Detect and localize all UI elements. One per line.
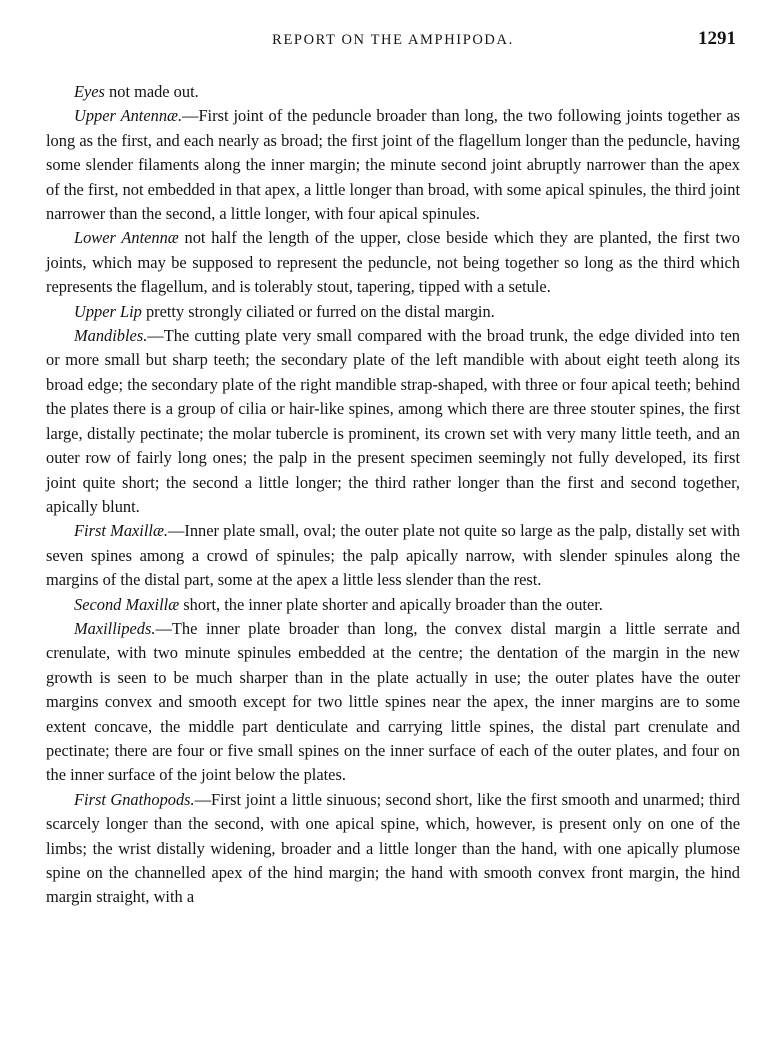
paragraph-text: —The inner plate broader than long, the convex distal margin a little serrate and crenulate, with two minute spinules embedded at the centre; the dentation of the margin in the new growth is seen to be much sharper than in the plate actually in use; the outer plates have the outer margins convex and smooth except for two little spines near the apex, the inner margins are to some extent concave, the middle part denticulate and carrying little spines, the distal part crenulate and pectinate; there are four or five small spines on the inner surface of each of the outer plates, and four on the inner surface of the joint below the plates. (46, 618, 740, 785)
paragraph-text: —First joint a little sinuous; second short, like the first smooth and unarmed; third scarcely longer than the second, with one apical spine, which, however, is present only on one of the limbs; the wrist distally widening, broader and a little longer than the hand, with one apically plumose spine on the channelled apex of the hind margin; the hand with smooth convex front margin, the hind margin straight, with a (46, 789, 740, 907)
paragraph-heading: Second Maxillæ (74, 594, 180, 614)
paragraph-heading: Mandibles. (74, 326, 148, 346)
body-text (46, 80, 740, 910)
paragraph-mandibles (46, 324, 740, 519)
paragraph-heading: First Gnathopods. (74, 789, 195, 809)
running-title: REPORT ON THE AMPHIPODA. (272, 32, 514, 48)
paragraph-lower-antennae (46, 226, 740, 299)
paragraph-heading: Upper Antennæ. (74, 106, 183, 126)
paragraph-upper-antennae (46, 104, 740, 226)
page-number: 1291 (698, 28, 736, 49)
paragraph-heading: Eyes (74, 82, 105, 101)
paragraph-eyes (46, 80, 740, 104)
paragraph-maxillipeds (46, 617, 740, 788)
paragraph-text: not made out. (104, 82, 199, 101)
paragraph-upper-lip (46, 300, 740, 324)
paragraph-text: pretty strongly ciliated or furred on the distal margin. (141, 301, 495, 321)
paragraph-text: —First joint of the peduncle broader than long, the two following joints together as long as the first, and each nearly as broad; the first joint of the flagellum longer than the peduncle, having some slender filaments along the inner margin; the minute second joint abruptly narrower than the apex of the first, not embedded in that apex, a little longer than broad, with some apical spinules, the third joint narrower than the second, a little longer, with four apical spinules. (46, 106, 740, 224)
paragraph-heading: Maxillipeds. (74, 618, 156, 638)
paragraph-text: —The cutting plate very small compared with the broad trunk, the edge divided into ten or more small but sharp teeth; the secondary plate of the left mandible with about eight teeth along its broad edge; the secondary plate of the right mandible strap-shaped, with three or four apical teeth; behind the plates there is a group of cilia or hair-like spines, among which there are three stouter spines, the first large, distally pectinate; the molar tubercle is prominent, its crown set with very many little teeth, and an outer row of fairly long ones; the palp in the present specimen seemingly not fully developed, its first joint quite short; the second a little longer; the third rather longer than the first and second together, apically blunt. (46, 326, 740, 516)
paragraph-text: not half the length of the upper, close beside which they are planted, the first two joints, which may be supposed to represent the peduncle, not being together so long as the third which represents the flagellum, and is tolerably stout, tapering, tipped with a setule. (46, 228, 741, 297)
paragraph-first-maxillae (46, 519, 740, 592)
paragraph-heading: Lower Antennæ (74, 228, 179, 248)
paragraph-second-maxillae (46, 593, 740, 617)
paragraph-heading: Upper Lip (74, 301, 142, 321)
page-header (48, 30, 738, 54)
paragraph-first-gnathopods (46, 788, 740, 910)
paragraph-text: short, the inner plate shorter and apically broader than the outer. (179, 594, 603, 614)
paragraph-text: —Inner plate small, oval; the outer plate not quite so large as the palp, distally set with seven spines among a crowd of spinules; the palp apically narrow, with slender spinules along the margins of the distal part, some at the apex a little less slender than the rest. (46, 521, 740, 590)
paragraph-heading: First Maxillæ. (74, 521, 168, 541)
